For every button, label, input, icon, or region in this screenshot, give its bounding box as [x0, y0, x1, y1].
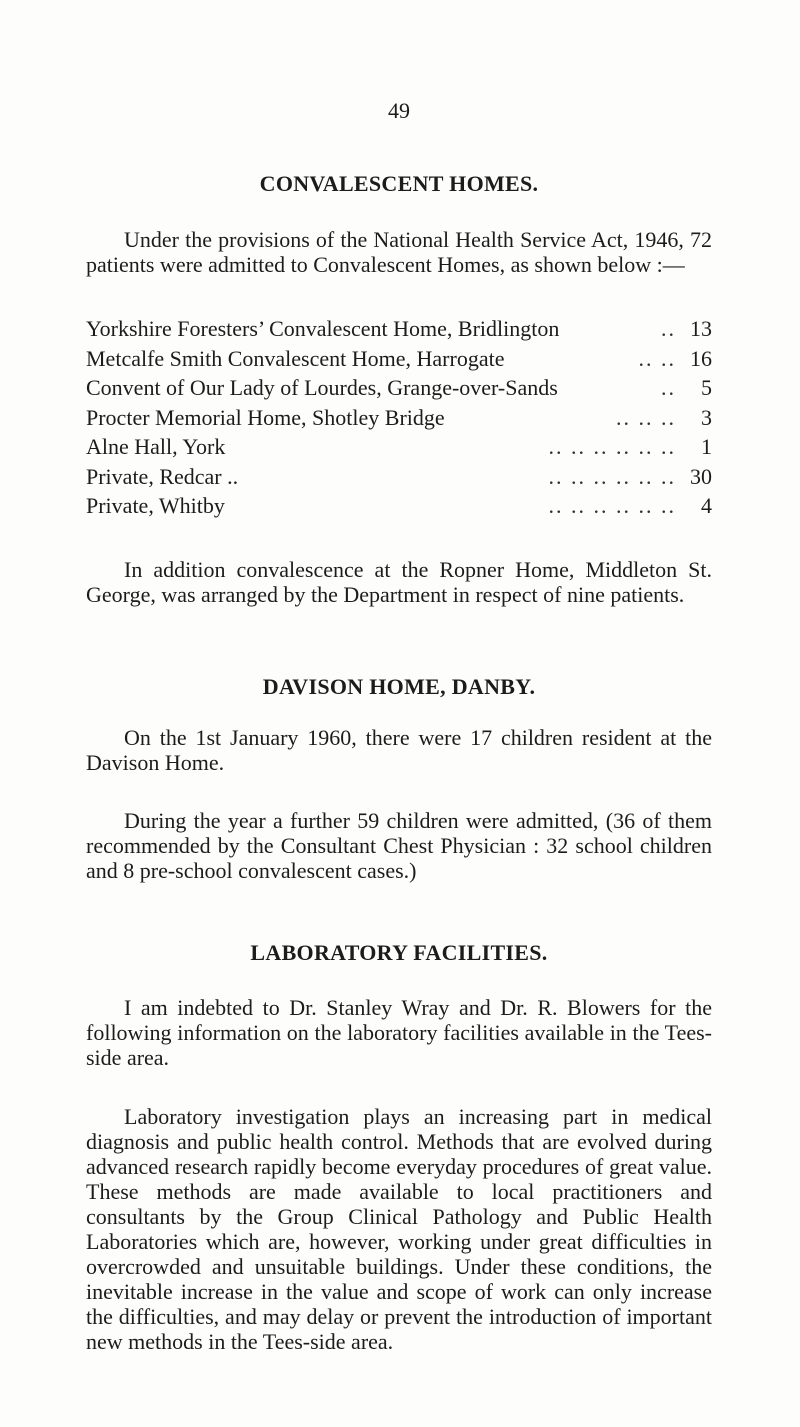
home-name: Private, Redcar ..: [86, 464, 242, 489]
home-name: Procter Memorial Home, Shotley Bridge: [86, 405, 449, 430]
patient-count: 1: [676, 432, 712, 462]
home-name: Alne Hall, York: [86, 434, 229, 459]
dot-leader: ..: [661, 316, 676, 341]
list-item: [86, 403, 712, 433]
patient-count: 30: [676, 462, 712, 492]
laboratory-investigation-paragraph: Laboratory investigation plays an increasing part in medical diagnosis and public health control. Methods that are evolved during advanced research rapidly become everyday procedures of great value. These methods are made available to local practitioners and consultants by the Group Clinical Pathology and Public Health Laboratories which are, however, working under great difficulties in overcrowded and unsuitable buildings. Under these conditions, the inevitable increase in the value and scope of work can only increase the difficulties, and may delay or prevent the introduction of important new methods in the Tees-side area.: [86, 1104, 712, 1354]
dot-leader: .. ..: [638, 345, 676, 371]
convalescent-homes-list: [86, 314, 712, 521]
home-name: Metcalfe Smith Convalescent Home, Harrogate: [86, 346, 508, 371]
ropner-home-paragraph: In addition convalescence at the Ropner Home, Middleton St. George, was arranged by the Department in respect of nine patients.: [86, 557, 712, 607]
laboratory-facilities-heading: LABORATORY FACILITIES.: [250, 940, 548, 965]
list-item: [86, 314, 712, 344]
davison-admitted-paragraph: During the year a further 59 children were admitted, (36 of them recommended by the Consultant Chest Physician : 32 school children and 8 pre-school convalescent cases.): [86, 808, 712, 883]
home-name: Private, Whitby: [86, 493, 229, 518]
davison-home-heading: DAVISON HOME, DANBY.: [262, 674, 536, 699]
convalescent-homes-heading: CONVALESCENT HOMES.: [259, 171, 539, 196]
list-item: [86, 344, 712, 374]
list-item: [86, 373, 712, 403]
convalescent-intro-paragraph: Under the provisions of the National Health Service Act, 1946, 72 patients were admitted to Convalescent Homes, as shown below :—: [86, 227, 712, 277]
davison-resident-paragraph: On the 1st January 1960, there were 17 children resident at the Davison Home.: [86, 725, 712, 775]
list-item: [86, 462, 712, 492]
dot-leader: .. .. ..: [616, 404, 676, 430]
home-name: Convent of Our Lady of Lourdes, Grange-over-Sands: [86, 375, 562, 400]
home-name: Yorkshire Foresters’ Convalescent Home, Bridlington: [86, 316, 563, 341]
list-item: [86, 491, 712, 521]
page-number: 49: [388, 98, 410, 123]
patient-count: 16: [676, 344, 712, 374]
dot-leader: .. .. .. .. .. ..: [548, 434, 676, 459]
patient-count: 13: [676, 314, 712, 344]
list-item: [86, 432, 712, 462]
dot-leader: ..: [661, 375, 676, 400]
patient-count: 3: [676, 403, 712, 433]
patient-count: 5: [676, 373, 712, 403]
dot-leader: .. .. .. .. .. ..: [548, 493, 676, 518]
dot-leader: .. .. .. .. .. ..: [548, 463, 676, 489]
laboratory-acknowledgement-paragraph: I am indebted to Dr. Stanley Wray and Dr. R. Blowers for the following information on the laboratory facilities available in the Tees-side area.: [86, 995, 712, 1070]
patient-count: 4: [676, 491, 712, 521]
